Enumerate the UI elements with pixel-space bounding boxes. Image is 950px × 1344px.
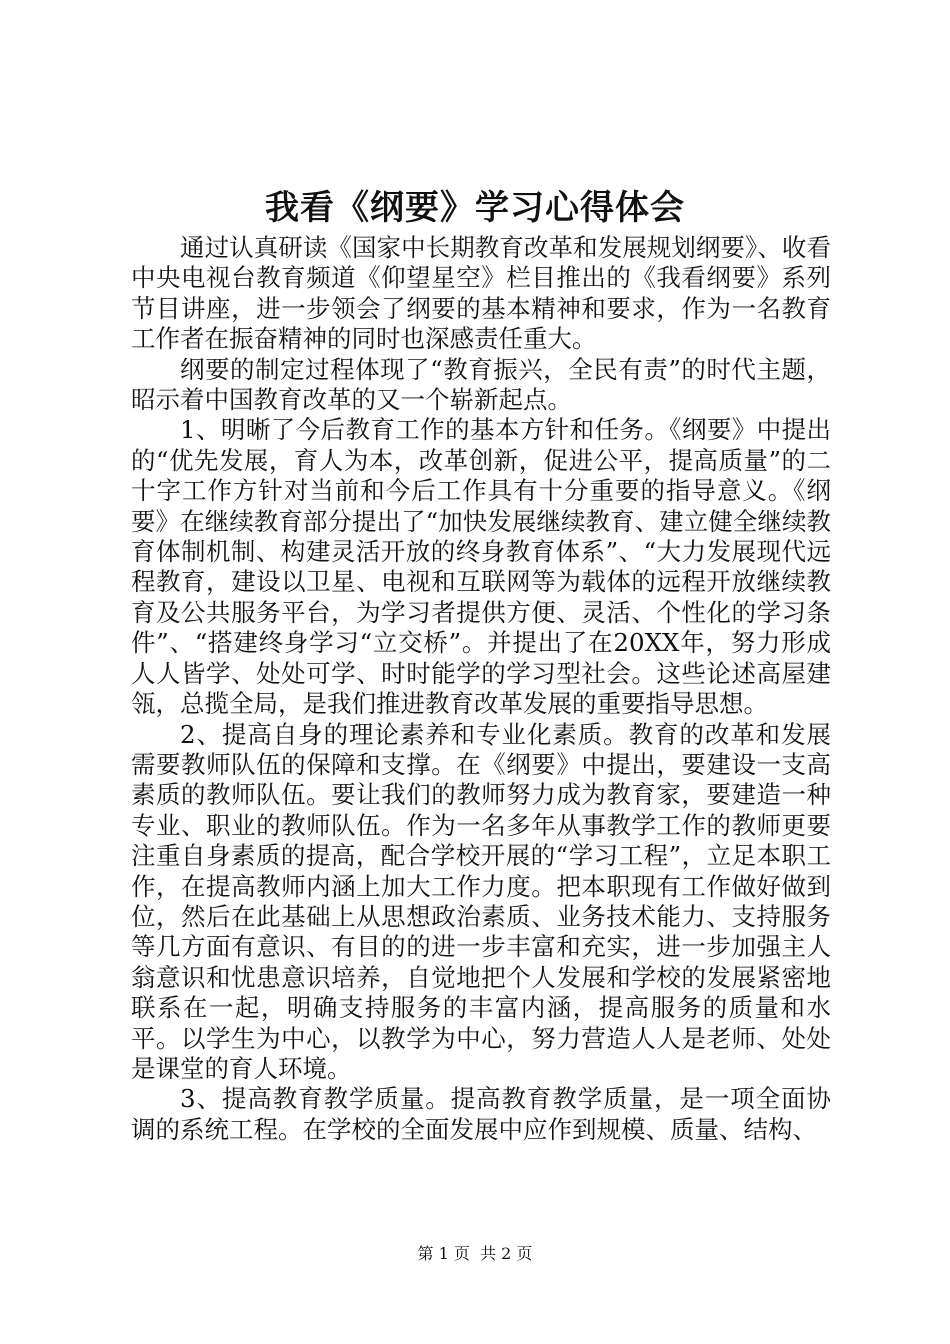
document-body xyxy=(131,233,831,1145)
paragraph-intro: 通过认真研读《国家中长期教育改革和发展规划纲要》、收看中央电视台教育频道《仰望星空》栏目推出的《我看纲要》系列节目讲座，进一步领会了纲要的基本精神和要求，作为一名教育工作者在振奋精神的同时也深感责任重大。 xyxy=(131,233,831,354)
paragraph-point-2: 2、提高自身的理论素养和专业化素质。教育的改革和发展需要教师队伍的保障和支撑。在《纲要》中提出，要建设一支高素质的教师队伍。要让我们的教师努力成为教育家，要建造一种专业、职业的教师队伍。作为一名多年从事教学工作的教师更要注重自身素质的提高，配合学校开展的“学习工程”，立足本职工作，在提高教师内涵上加大工作力度。把本职现有工作做好做到位，然后在此基础上从思想政治素质、业务技术能力、支持服务等几方面有意识、有目的的进一步丰富和充实，进一步加强主人翁意识和忧患意识培养，自觉地把个人发展和学校的发展紧密地联系在一起，明确支持服务的丰富内涵，提高服务的质量和水平。以学生为中心，以教学为中心，努力营造人人是老师、处处是课堂的育人环境。 xyxy=(131,719,831,1083)
paragraph-point-1: 1、明晰了今后教育工作的基本方针和任务。《纲要》中提出的“优先发展，育人为本，改革创新，促进公平，提高质量”的二十字工作方针对当前和今后工作具有十分重要的指导意义。《纲要》在继续教育部分提出了“加快发展继续教育、建立健全继续教育体制机制、构建灵活开放的终身教育体系”、“大力发展现代远程教育，建设以卫星、电视和互联网等为载体的远程开放继续教育及公共服务平台，为学习者提供方便、灵活、个性化的学习条件”、“搭建终身学习“立交桥”。并提出了在20XX年，努力形成人人皆学、处处可学、时时能学的学习型社会。这些论述高屋建瓴，总揽全局，是我们推进教育改革发展的重要指导思想。 xyxy=(131,415,831,719)
paragraph-theme: 纲要的制定过程体现了“教育振兴，全民有责”的时代主题，昭示着中国教育改革的又一个崭新起点。 xyxy=(131,354,831,415)
paragraph-point-3: 3、提高教育教学质量。提高教育教学质量，是一项全面协调的系统工程。在学校的全面发展中应作到规模、质量、结构、 xyxy=(131,1084,831,1144)
page-footer xyxy=(0,1244,950,1264)
page-number-label: 第 1 页 共 2 页 xyxy=(417,1244,533,1263)
document-title: 我看《纲要》学习心得体会 xyxy=(265,188,685,228)
